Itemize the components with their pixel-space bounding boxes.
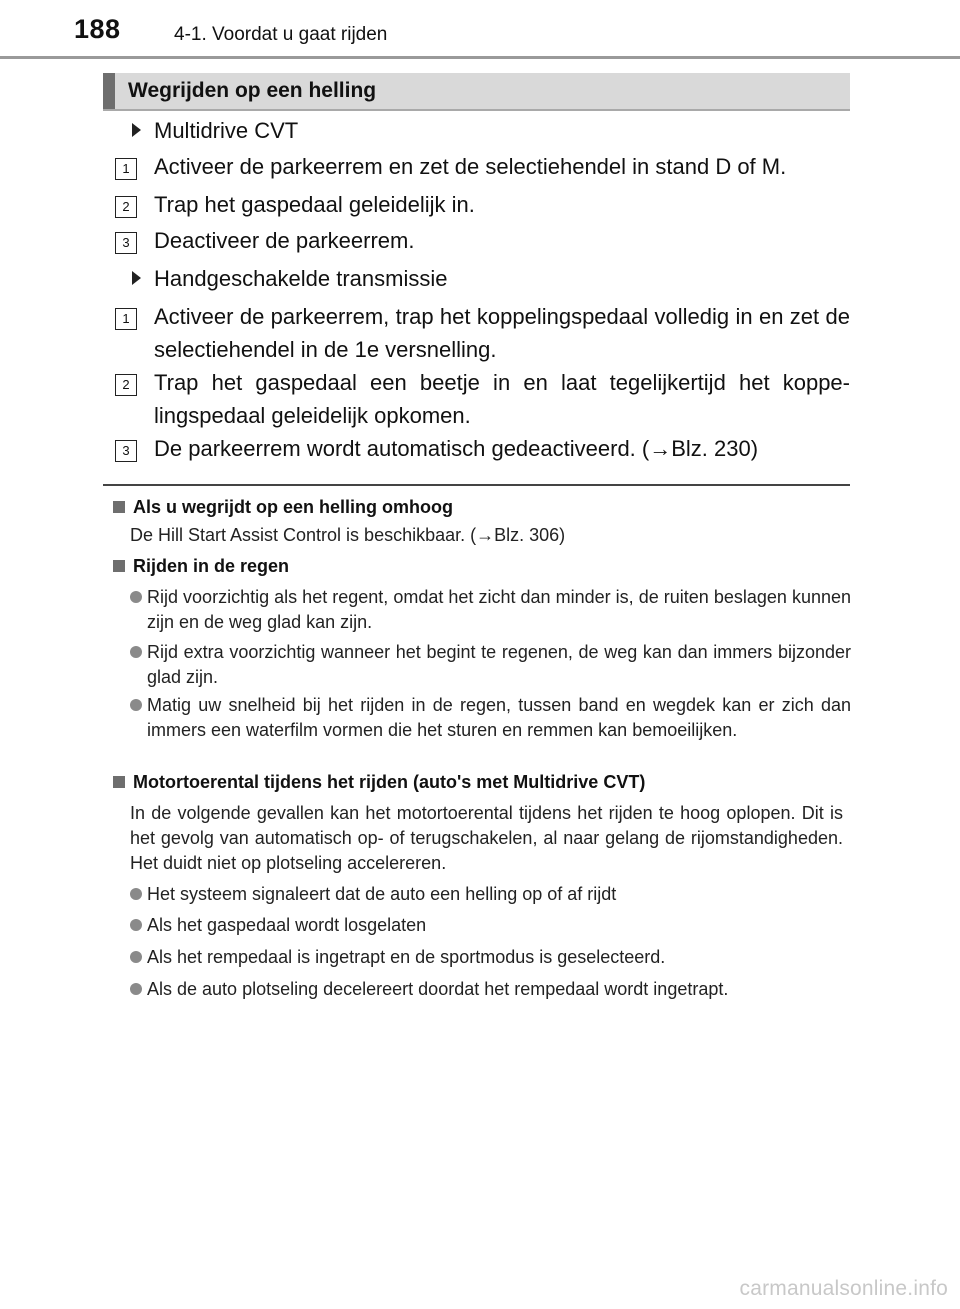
note-heading-rain-label: Rijden in de regen [133, 556, 290, 576]
subheading-cvt [154, 118, 298, 144]
page-number: 188 [74, 14, 121, 44]
step-text: Deactiveer de parkeerrem. [154, 228, 415, 253]
note-heading-rain [113, 556, 289, 577]
cvt-step-1 [115, 150, 850, 183]
rain-bullet-1 [130, 585, 851, 635]
square-bullet-icon [113, 560, 125, 572]
triangle-bullet-icon [132, 123, 141, 137]
step-text: Activeer de parkeerrem en zet de selectiehendel in stand D of M. [154, 154, 787, 179]
rain-bullet-3 [130, 693, 851, 743]
subheading-manual [154, 266, 448, 292]
step-number-badge: 3 [115, 232, 137, 254]
bullet-text: Rijd extra voorzichtig wanneer het begint te regenen, de weg kan dan immers bijzonder glad zijn. [147, 642, 851, 687]
note-heading-rpm [113, 772, 645, 793]
step-text: Trap het gaspedaal een beetje in en laat tegelijkertijd het koppe-lingspedaal geleidelijk opkomen. [154, 370, 850, 428]
rpm-bullet-1 [130, 882, 851, 907]
bullet-text: Als het rempedaal is ingetrapt en de sportmodus is geselecteerd. [147, 947, 666, 967]
cvt-step-3 [115, 224, 850, 257]
watermark: carmanualsonline.info [739, 1277, 948, 1300]
section-divider [103, 484, 850, 486]
bullet-text: Als het gaspedaal wordt losgelaten [147, 915, 427, 935]
step-text: Activeer de parkeerrem, trap het koppelingspedaal volledig in en zet de selectiehendel in de 1e versnelling. [154, 304, 850, 362]
header-divider [0, 56, 960, 59]
manual-step-1 [115, 300, 850, 366]
circle-bullet-icon [130, 888, 142, 900]
triangle-bullet-icon [132, 271, 141, 285]
section-title-bar [103, 73, 115, 109]
manual-step-2 [115, 366, 850, 432]
note-heading-uphill-label: Als u wegrijdt op een helling omhoog [133, 497, 454, 517]
note-heading-rpm-label: Motortoerental tijdens het rijden (auto's met Multidrive CVT) [133, 772, 646, 792]
step-number-badge: 1 [115, 158, 137, 180]
bullet-text: Matig uw snelheid bij het rijden in de regen, tussen band en wegdek kan er zich dan immers een waterfilm vormen die het sturen en remmen kan bemoeilijken. [147, 695, 851, 740]
step-number-badge: 2 [115, 196, 137, 218]
bullet-text: Als de auto plotseling decelereert doordat het rempedaal wordt ingetrapt. [147, 979, 729, 999]
step-number-badge: 3 [115, 440, 137, 462]
circle-bullet-icon [130, 646, 142, 658]
chapter-title: 4-1. Voordat u gaat rijden [174, 24, 388, 45]
rain-bullet-2 [130, 640, 851, 690]
circle-bullet-icon [130, 699, 142, 711]
circle-bullet-icon [130, 951, 142, 963]
note-text-rpm: In de volgende gevallen kan het motortoerental tijdens het rijden te hoog oplopen. Dit is het gevolg van automatisch op- of terugschakelen, al naar gelang de rijomstandigheden. Het duidt niet op plotseling accelereren. [130, 803, 843, 873]
note-text-uphill: De Hill Start Assist Control is beschikbaar. (→Blz. 306) [130, 525, 566, 545]
rpm-bullet-4 [130, 977, 851, 1002]
subheading-manual-label: Handgeschakelde transmissie [154, 266, 448, 291]
square-bullet-icon [113, 501, 125, 513]
page-header [0, 0, 960, 60]
circle-bullet-icon [130, 919, 142, 931]
rpm-bullet-2 [130, 913, 851, 938]
step-number-badge: 2 [115, 374, 137, 396]
circle-bullet-icon [130, 591, 142, 603]
step-text: De parkeerrem wordt automatisch gedeactiveerd. (→Blz. 230) [154, 436, 759, 461]
section-title: Wegrijden op een helling [128, 79, 377, 102]
square-bullet-icon [113, 776, 125, 788]
section-title-box [103, 73, 850, 111]
bullet-text: Rijd voorzichtig als het regent, omdat het zicht dan minder is, de ruiten beslagen kunnen zijn en de weg glad kan zijn. [147, 587, 851, 632]
bullet-text: Het systeem signaleert dat de auto een helling op of af rijdt [147, 884, 617, 904]
cvt-step-2 [115, 188, 850, 221]
step-text: Trap het gaspedaal geleidelijk in. [154, 192, 475, 217]
circle-bullet-icon [130, 983, 142, 995]
rpm-bullet-3 [130, 945, 851, 970]
manual-step-3 [115, 432, 850, 465]
note-heading-uphill [113, 497, 453, 518]
step-number-badge: 1 [115, 308, 137, 330]
subheading-cvt-label: Multidrive CVT [154, 118, 299, 143]
